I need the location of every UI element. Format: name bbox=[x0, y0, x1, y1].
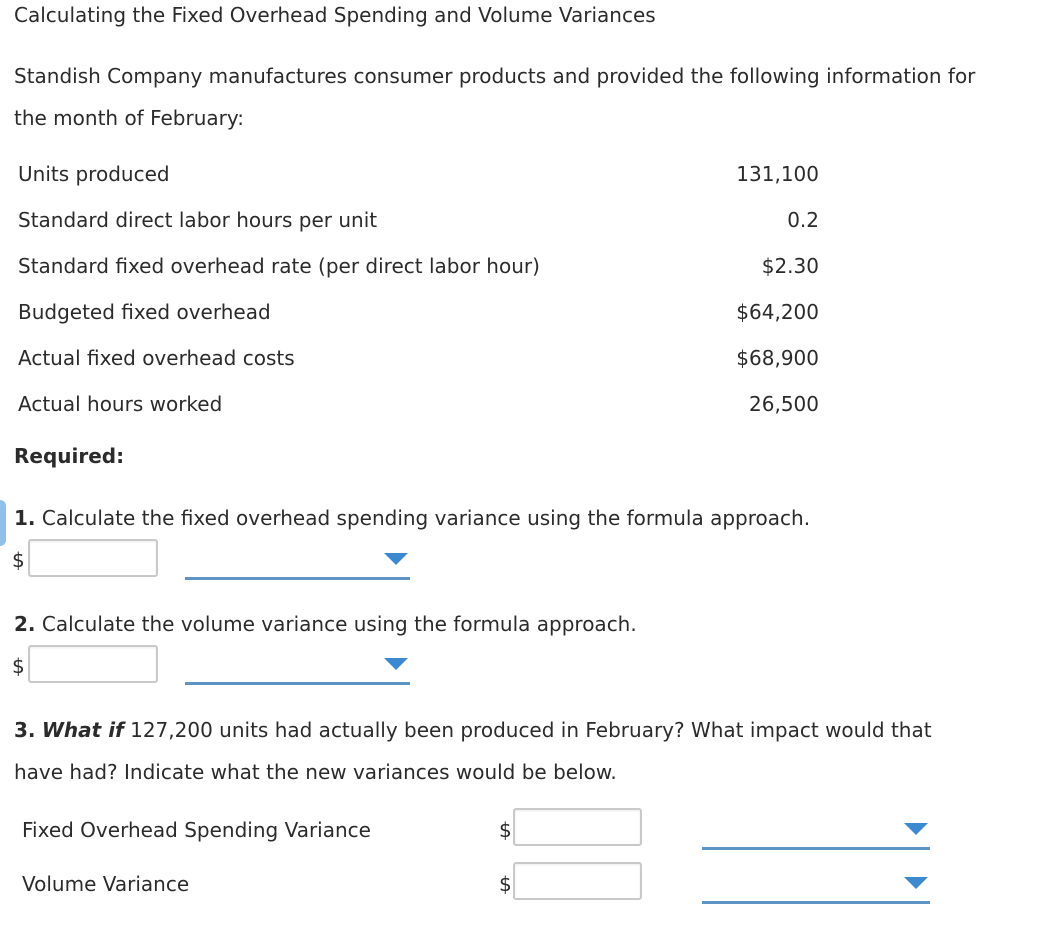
row-label-std-fixed-oh-rate: Standard fixed overhead rate (per direct labor hour) bbox=[18, 254, 540, 278]
row-value-budgeted-fixed-oh: $64,200 bbox=[736, 300, 819, 324]
row-label-units-produced: Units produced bbox=[18, 162, 170, 186]
q1-amount-input[interactable] bbox=[28, 539, 158, 577]
question-1-number: 1. bbox=[14, 506, 36, 530]
q2-dropdown-caret-icon bbox=[384, 658, 408, 670]
question-3-line-2: have had? Indicate what the new variances would be below. bbox=[14, 760, 617, 784]
intro-line-2: the month of February: bbox=[14, 106, 244, 130]
row-label-actual-fixed-oh: Actual fixed overhead costs bbox=[18, 346, 295, 370]
row-label-actual-hours: Actual hours worked bbox=[18, 392, 223, 416]
q1-dropdown-caret-icon bbox=[384, 553, 408, 565]
row-value-actual-fixed-oh: $68,900 bbox=[736, 346, 819, 370]
q2-amount-input[interactable] bbox=[28, 645, 158, 683]
question-1-text: Calculate the fixed overhead spending variance using the formula approach. bbox=[35, 506, 811, 530]
q3-volume-favorability-select[interactable] bbox=[702, 864, 930, 904]
row-value-std-fixed-oh-rate: $2.30 bbox=[761, 254, 819, 278]
question-3-number: 3. bbox=[14, 718, 36, 742]
row-value-actual-hours: 26,500 bbox=[749, 392, 819, 416]
question-1 bbox=[14, 505, 810, 531]
q3-row-label-volume-variance: Volume Variance bbox=[22, 872, 190, 896]
q3-spending-amount-input[interactable] bbox=[513, 808, 642, 846]
row-label-budgeted-fixed-oh: Budgeted fixed overhead bbox=[18, 300, 271, 324]
intro-line-1: Standish Company manufactures consumer products and provided the following information for bbox=[14, 64, 976, 88]
question-2-number: 2. bbox=[14, 612, 36, 636]
q2-currency-symbol: $ bbox=[12, 654, 25, 678]
q3-volume-dropdown-caret-icon bbox=[904, 877, 928, 889]
question-2 bbox=[14, 611, 637, 637]
q2-favorability-select[interactable] bbox=[185, 645, 410, 685]
q3-spending-dropdown-caret-icon bbox=[904, 823, 928, 835]
row-value-units-produced: 131,100 bbox=[736, 162, 819, 186]
row-value-std-dl-hours: 0.2 bbox=[787, 208, 819, 232]
q3-spending-currency-symbol: $ bbox=[499, 818, 512, 842]
q3-volume-amount-input[interactable] bbox=[513, 862, 642, 900]
question-2-text: Calculate the volume variance using the formula approach. bbox=[35, 612, 637, 636]
q3-spending-favorability-select[interactable] bbox=[702, 810, 930, 850]
focus-indicator bbox=[0, 500, 6, 546]
q1-favorability-select[interactable] bbox=[185, 540, 410, 580]
required-heading: Required: bbox=[14, 444, 125, 468]
question-3-line-1 bbox=[14, 717, 932, 743]
q1-currency-symbol: $ bbox=[12, 548, 25, 572]
page-title: Calculating the Fixed Overhead Spending and Volume Variances bbox=[14, 3, 656, 27]
q3-row-label-spending-variance: Fixed Overhead Spending Variance bbox=[22, 818, 371, 842]
question-3-what-if: What if bbox=[41, 718, 124, 742]
question-3-text-1: 127,200 units had actually been produced in February? What impact would that bbox=[123, 718, 932, 742]
q3-volume-currency-symbol: $ bbox=[499, 872, 512, 896]
row-label-std-dl-hours: Standard direct labor hours per unit bbox=[18, 208, 378, 232]
